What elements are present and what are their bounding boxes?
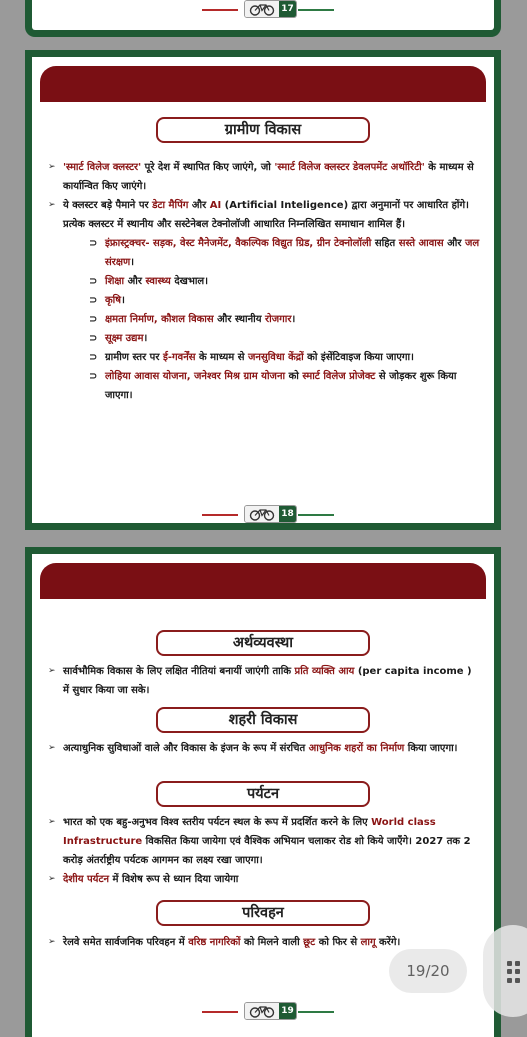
grip-dots-icon (507, 961, 523, 983)
list-item: ➢ रेलवे समेत सार्वजनिक परिवहन में वरिष्ठ नागरिकों को मिलने वाली छूट को फिर से लागू करेंगे। (48, 933, 480, 952)
list-item: ➢ अत्याधुनिक सुविधाओं वाले और विकास के इंजन के रूप में संरचित आधुनिक शहरों का निर्माण किया जाएगा। (48, 739, 480, 758)
page-banner (40, 563, 486, 599)
page-number: 18 (279, 506, 296, 522)
page-badge (244, 1002, 297, 1020)
section-heading-transport: परिवहन (156, 900, 370, 926)
solution-sub-list (63, 234, 480, 405)
sub-list-item: ⊃ इंफ्रास्ट्रक्चर- सड़क, वेस्ट मैनेजमेंट, वैकल्पिक विद्युत ग्रिड, ग्रीन टेक्नोलॉली सहित सस्ते आवास और जल संरक्षण। (89, 234, 480, 272)
footer-line-green (298, 514, 334, 516)
footer-line-red (202, 514, 238, 516)
list-item: ➢ देशीय पर्यटन में विशेष रूप से ध्यान दिया जायेगा (48, 870, 480, 889)
sub-list-item: ⊃ सूक्ष्म उद्यम। (89, 329, 480, 348)
page-counter: 19/20 (389, 949, 467, 993)
list-item: ➢ ये क्लस्टर बड़े पैमाने पर डेटा मैपिंग और AI (Artificial Inteligence) द्वारा अनुमानों पर आधारित होंगे। प्रत्येक क्लस्टर में स्थानीय और सस्टेनेबल टेक्नोलॉजी आधारित निम्नलिखित समाधान शामिल हैं। ⊃ इंफ्रास्ट्रक्चर- सड़क, वेस्ट मैनेजमेंट, वैकल्पिक विद्युत ग्रिड, ग्रीन टेक्नोलॉली सहित सस्ते आवास और जल संरक्षण। ⊃ शिक्षा और स्वास्थ्य देखभाल। ⊃ कृषि। ⊃ क्षमता निर्माण, कौशल विकास और स्थानीय रोजगार। ⊃ सूक्ष्म उद्यम। ⊃ ग्रामीण स्तर पर ई-गवर्नेंस के माध्यम से जनसुविधा केंद्रों को इंसेंटिवाइज किया जाएगा। ⊃ लोहिया आवास योजना, जनेश्वर मिश्र ग्राम योजना को स्मार्ट विलेज प्रोजेक्ट से जोड़कर शुरू किया जाएगा। (48, 196, 480, 405)
sub-list-item: ⊃ शिक्षा और स्वास्थ्य देखभाल। (89, 272, 480, 291)
sub-list-item: ⊃ ग्रामीण स्तर पर ई-गवर्नेंस के माध्यम से जनसुविधा केंद्रों को इंसेंटिवाइज किया जाएगा। (89, 348, 480, 367)
page-footer (32, 0, 494, 20)
section-heading-urban-development: शहरी विकास (156, 707, 370, 733)
scroll-handle[interactable] (483, 925, 527, 1017)
page-17-partial (25, 0, 501, 37)
page-banner (40, 66, 486, 102)
urban-bullet-list (48, 739, 480, 758)
section-heading-economy: अर्थव्यवस्था (156, 630, 370, 656)
list-item: ➢ 'स्मार्ट विलेज क्लस्टर' पूरे देश में स्थापित किए जाएंगे, जो 'स्मार्ट विलेज क्लस्टर डेवलपमेंट अथॉरिटी' के माध्यम से कार्यान्वित किए जाएंगे। (48, 158, 480, 196)
list-item: ➢ भारत को एक बहु-अनुभव विश्व स्तरीय पर्यटन स्थल के रूप में प्रदर्शित करने के लिए World class Infrastructure विकसित किया जायेगा एवं वैश्विक अभियान चलाकर रोड शो किये जाएँगे। 2027 तक 2 करोड़ अंतर्राष्ट्रीय पर्यटक आगमन का लक्ष्य रखा जाएगा। (48, 813, 480, 870)
sub-list-item: ⊃ क्षमता निर्माण, कौशल विकास और स्थानीय रोजगार। (89, 310, 480, 329)
list-item: ➢ सार्वभौमिक विकास के लिए लक्षित नीतियां बनायीं जाएंगी ताकि प्रति व्यक्ति आय (per capita income ) में सुधार किया जा सके। (48, 662, 480, 700)
footer-line-red (202, 9, 238, 11)
tourism-bullet-list (48, 813, 480, 889)
page-badge (244, 0, 297, 18)
page-footer (32, 1002, 494, 1022)
economy-bullet-list (48, 662, 480, 700)
page-badge (244, 505, 297, 523)
page-18 (25, 50, 501, 530)
footer-line-red (202, 1011, 238, 1013)
rural-bullet-list (48, 158, 480, 405)
sub-list-item: ⊃ कृषि। (89, 291, 480, 310)
section-heading-rural-development: ग्रामीण विकास (156, 117, 370, 143)
sub-list-item: ⊃ लोहिया आवास योजना, जनेश्वर मिश्र ग्राम योजना को स्मार्ट विलेज प्रोजेक्ट से जोड़कर शुरू किया जाएगा। (89, 367, 480, 405)
footer-line-green (298, 1011, 334, 1013)
bicycle-icon (245, 506, 279, 522)
footer-line-green (298, 9, 334, 11)
section-heading-tourism: पर्यटन (156, 781, 370, 807)
bicycle-icon (245, 1, 279, 17)
bicycle-icon (245, 1003, 279, 1019)
page-number: 19 (279, 1003, 296, 1019)
page-number: 17 (279, 1, 296, 17)
page-footer (32, 505, 494, 525)
